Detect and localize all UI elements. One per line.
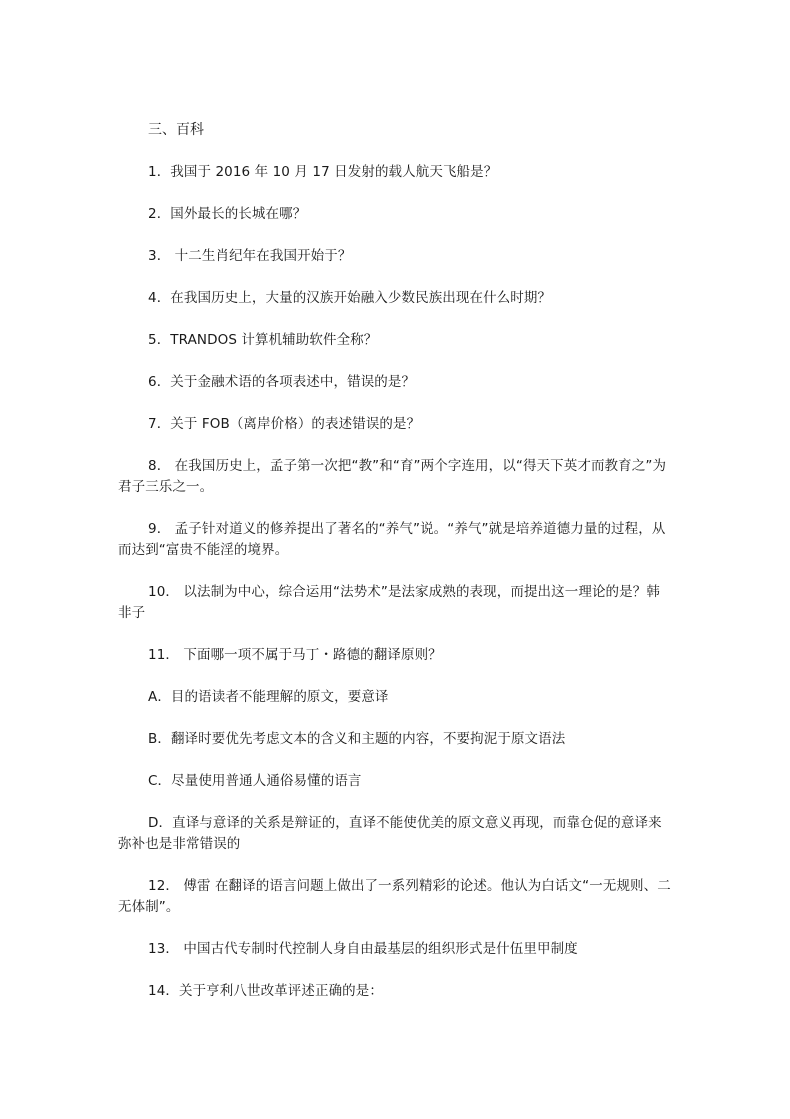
question-3: 3． 十二生肖纪年在我国开始于？: [148, 248, 352, 264]
question-10: 10． 以法制为中心，综合运用“法势术”是法家成熟的表现，而提出这一理论的是？韩非子: [118, 584, 660, 621]
section-title: 三、百科: [148, 122, 204, 138]
question-6: 6．关于金融术语的各项表述中，错误的是？: [148, 374, 416, 390]
question-12: 12． 傅雷 在翻译的语言问题上做出了一系列精彩的论述。他认为白话文“一无规则、二无体制”。: [118, 878, 671, 915]
option-d: D．直译与意译的关系是辩证的，直译不能使优美的原文意义再现，而靠仓促的意译来弥补也是非常错误的: [118, 815, 662, 852]
question-2: 2．国外最长的长城在哪？: [148, 206, 307, 222]
question-1: 1．我国于 2016 年 10 月 17 日发射的载人航天飞船是？: [148, 164, 498, 180]
option-b: B．翻译时要优先考虑文本的含义和主题的内容，不要拘泥于原文语法: [148, 731, 566, 747]
question-8: 8． 在我国历史上，孟子第一次把“教”和“育”两个字连用，以“得天下英才而教育之”为君子三乐之一。: [118, 458, 667, 495]
question-9: 9． 孟子针对道义的修养提出了著名的“养气”说。“养气”就是培养道德力量的过程，从而达到“富贵不能淫的境界。: [118, 521, 666, 558]
option-c: C．尽量使用普通人通俗易懂的语言: [148, 773, 362, 789]
question-4: 4．在我国历史上，大量的汉族开始融入少数民族出现在什么时期？: [148, 290, 552, 306]
question-5: 5．TRANDOS 计算机辅助软件全称？: [148, 332, 378, 348]
question-11: 11． 下面哪一项不属于马丁・路德的翻译原则？: [148, 647, 442, 663]
question-14: 14．关于亨利八世改革评述正确的是：: [148, 983, 383, 999]
question-13: 13． 中国古代专制时代控制人身自由最基层的组织形式是什伍里甲制度: [148, 941, 578, 957]
option-a: A．目的语读者不能理解的原文，要意译: [148, 689, 389, 705]
question-7: 7．关于 FOB（离岸价格）的表述错误的是？: [148, 416, 421, 432]
